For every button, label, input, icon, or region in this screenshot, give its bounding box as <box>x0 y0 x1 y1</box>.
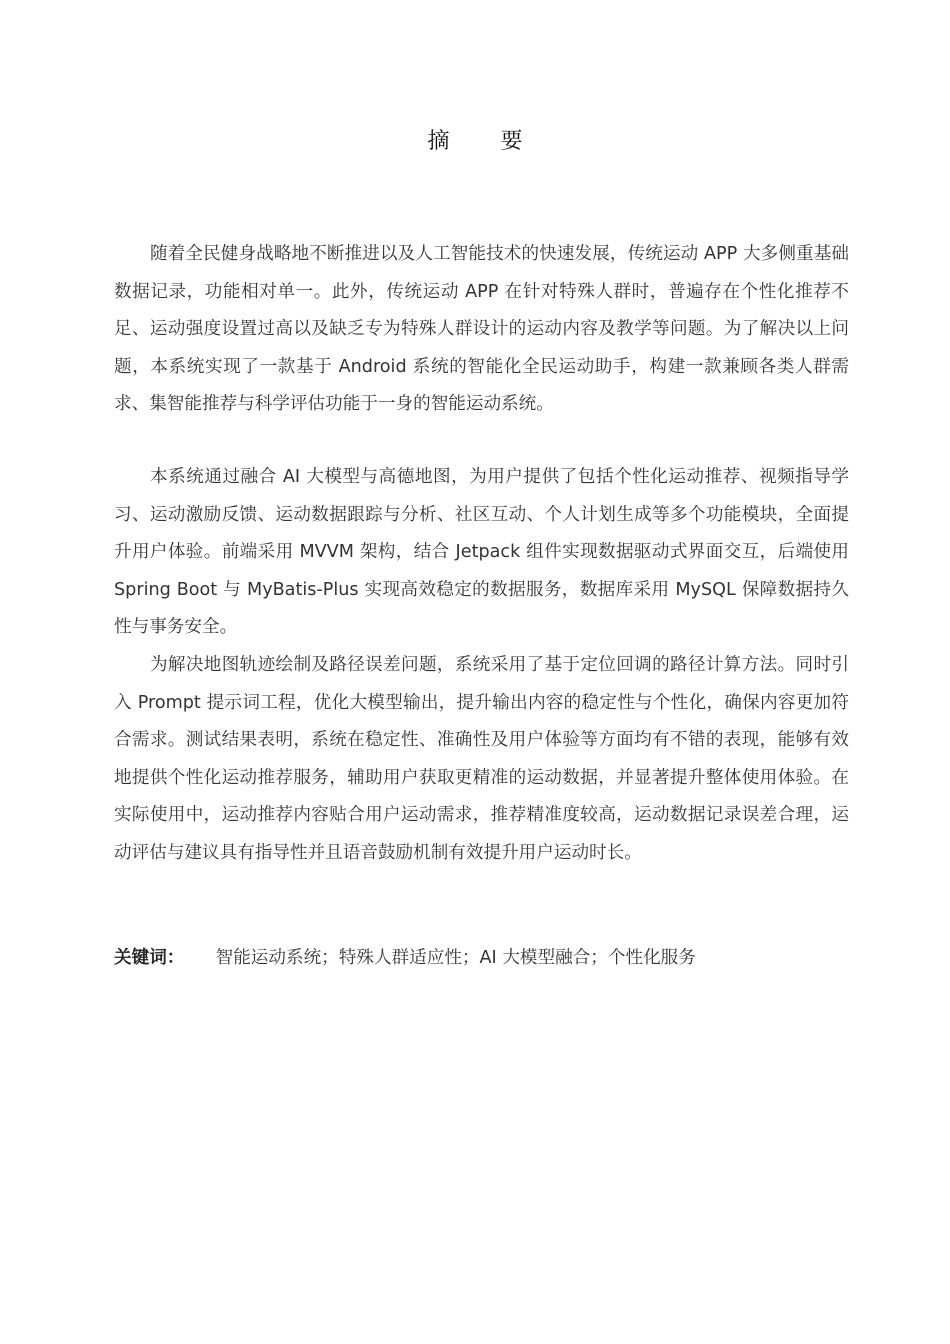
paragraph-text: 为解决地图轨迹绘制及路径误差问题，系统采用了基于定位回调的路径计算方法。同时引入 Prompt 提示词工程，优化大模型输出，提升输出内容的稳定性与个性化，确保内容更加符合需求。测试结果表明，系统在稳定性、准确性及用户体验等方面均有不错的表现，能够有效地提供个性化运动推荐服务，辅助用户获取更精准的运动数据，并显著提升整体使用体验。在实际使用中，运动推荐内容贴合用户运动需求，推荐精准度较高，运动数据记录误差合理，运动评估与建议具有指导性并且语音鼓励机制有效提升用户运动时长。 <box>114 655 849 863</box>
keywords-label: 关键词： <box>114 948 185 968</box>
abstract-paragraph-1 <box>114 236 849 424</box>
keywords-line <box>114 940 849 977</box>
paragraph-text: 本系统通过融合 AI 大模型与高德地图，为用户提供了包括个性化运动推荐、视频指导学习、运动激励反馈、运动数据跟踪与分析、社区互动、个人计划生成等多个功能模块，全面提升用户体验。前端采用 MVVM 架构，结合 Jetpack 组件实现数据驱动式界面交互，后端使用 Spring Boot 与 MyBatis-Plus 实现高效稳定的数据服务，数据库采用 MySQL 保障数据持久性与事务安全。 <box>114 467 849 638</box>
paragraph-text: 随着全民健身战略地不断推进以及人工智能技术的快速发展，传统运动 APP 大多侧重基础数据记录，功能相对单一。此外，传统运动 APP 在针对特殊人群时，普遍存在个性化推荐不足、运动强度设置过高以及缺乏专为特殊人群设计的运动内容及教学等问题。为了解决以上问题，本系统实现了一款基于 Android 系统的智能化全民运动助手，构建一款兼顾各类人群需求、集智能推荐与科学评估功能于一身的智能运动系统。 <box>114 244 849 415</box>
abstract-paragraph-2 <box>114 459 849 647</box>
keywords-value: 智能运动系统；特殊人群适应性；AI 大模型融合；个性化服务 <box>215 948 696 968</box>
abstract-title: 摘 要 <box>427 129 545 154</box>
abstract-paragraph-3 <box>114 647 849 873</box>
